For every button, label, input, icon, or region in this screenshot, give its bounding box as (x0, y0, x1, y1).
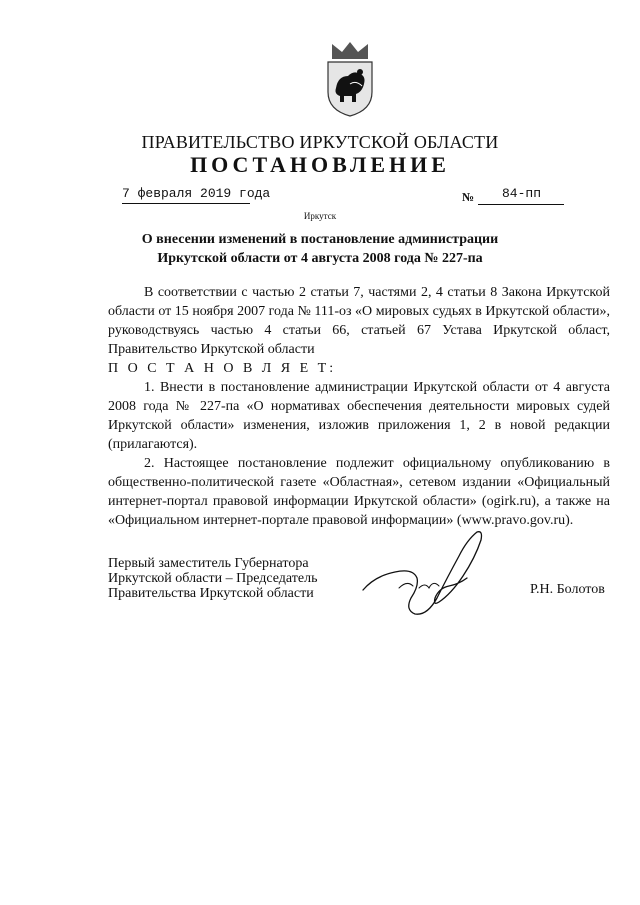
signer-position-line-3: Правительства Иркутской области (108, 586, 314, 601)
signer-position-line-1: Первый заместитель Губернатора (108, 556, 309, 571)
document-subject (0, 230, 640, 268)
subject-line-1: О внесении изменений в постановление администрации (141, 232, 499, 247)
document-body (108, 283, 610, 530)
number-underline (478, 204, 564, 205)
number-sign: № (462, 190, 475, 204)
irkutsk-coat-of-arms-icon (320, 40, 380, 118)
decree-item-1: 1. Внести в постановление администрации Иркутской области от 4 августа 2008 года № 227-па «О нормативах обеспечения деятельности мировых судей Иркутской области» изменения, изложив приложения 1, 2 в новой редакции (прилагаются). (108, 380, 610, 452)
government-title: ПРАВИТЕЛЬСТВО ИРКУТСКОЙ ОБЛАСТИ (141, 132, 499, 152)
handwritten-signature-icon (355, 528, 505, 620)
signer-position-line-2: Иркутской области – Председатель (108, 571, 318, 586)
document-date: 7 февраля 2019 года (122, 186, 271, 201)
subject-line-2: Иркутской области от 4 августа 2008 года № 227-па (157, 251, 483, 266)
document-city: Иркутск (303, 211, 337, 221)
document-type-title: ПОСТАНОВЛЕНИЕ (190, 152, 450, 177)
decree-word: П О С Т А Н О В Л Я Е Т: (108, 361, 337, 376)
document-number: 84-пп (502, 186, 542, 201)
date-underline (122, 203, 250, 204)
signer-position (108, 556, 317, 601)
decree-item-2: 2. Настоящее постановление подлежит официальному опубликованию в общественно-политической газете «Областная», сетевом издании «Официальный интернет-портал правовой информации Иркутской области» (ogirk.ru), а также на «Официальном интернет-портале правовой информации» (www.pravo.gov.ru). (108, 456, 610, 528)
signer-name: Р.Н. Болотов (530, 582, 605, 597)
preamble-paragraph: В соответствии с частью 2 статьи 7, частями 2, 4 статьи 8 Закона Иркутской области от 15 ноября 2007 года № 111-оз «О мировых судьях в Иркутской области», руководствуясь частью 4 статьи 66, статьей 67 Устава Иркутской област, Правительство Иркутской области (108, 285, 610, 357)
